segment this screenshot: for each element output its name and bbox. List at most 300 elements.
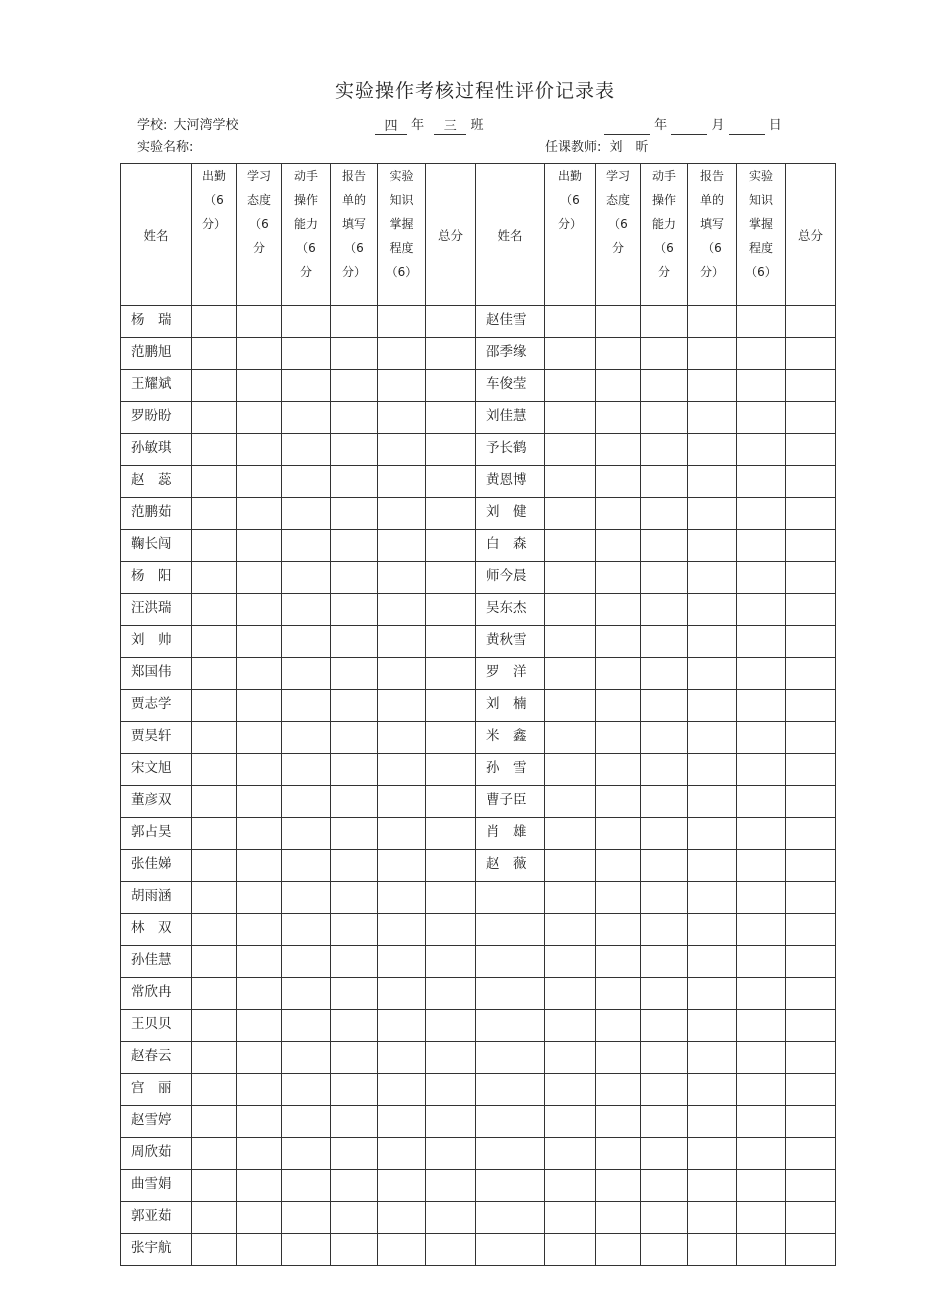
- score-cell-knowledge[interactable]: [378, 1138, 426, 1170]
- score-cell-attendance[interactable]: [545, 786, 596, 818]
- score-cell-hands-on[interactable]: [641, 786, 688, 818]
- score-cell-attitude[interactable]: [237, 722, 282, 754]
- score-cell-attendance[interactable]: [192, 978, 237, 1010]
- score-cell-hands-on[interactable]: [282, 690, 331, 722]
- score-cell-report[interactable]: [688, 1042, 737, 1074]
- score-cell-attitude[interactable]: [237, 1074, 282, 1106]
- score-cell-knowledge[interactable]: [737, 690, 786, 722]
- score-cell-attitude[interactable]: [237, 818, 282, 850]
- score-cell-knowledge[interactable]: [378, 1106, 426, 1138]
- score-cell-hands-on[interactable]: [282, 1202, 331, 1234]
- score-cell-attendance[interactable]: [192, 1234, 237, 1266]
- score-cell-attitude[interactable]: [237, 594, 282, 626]
- score-cell-report[interactable]: [688, 658, 737, 690]
- score-cell-report[interactable]: [331, 914, 378, 946]
- score-cell-report[interactable]: [688, 370, 737, 402]
- score-cell-hands-on[interactable]: [282, 754, 331, 786]
- score-cell-hands-on[interactable]: [641, 1138, 688, 1170]
- score-cell-attendance[interactable]: [545, 626, 596, 658]
- score-cell-hands-on[interactable]: [282, 658, 331, 690]
- score-cell-attitude[interactable]: [596, 1042, 641, 1074]
- score-cell-knowledge[interactable]: [378, 434, 426, 466]
- score-cell-total[interactable]: [426, 626, 476, 658]
- score-cell-knowledge[interactable]: [378, 882, 426, 914]
- score-cell-hands-on[interactable]: [641, 914, 688, 946]
- score-cell-hands-on[interactable]: [282, 1138, 331, 1170]
- score-cell-attitude[interactable]: [596, 1074, 641, 1106]
- score-cell-hands-on[interactable]: [282, 466, 331, 498]
- score-cell-report[interactable]: [331, 594, 378, 626]
- score-cell-hands-on[interactable]: [282, 370, 331, 402]
- score-cell-knowledge[interactable]: [378, 754, 426, 786]
- score-cell-attendance[interactable]: [192, 530, 237, 562]
- score-cell-hands-on[interactable]: [641, 562, 688, 594]
- score-cell-attendance[interactable]: [545, 1138, 596, 1170]
- score-cell-report[interactable]: [331, 850, 378, 882]
- score-cell-knowledge[interactable]: [378, 786, 426, 818]
- score-cell-report[interactable]: [688, 306, 737, 338]
- score-cell-knowledge[interactable]: [737, 882, 786, 914]
- score-cell-hands-on[interactable]: [641, 306, 688, 338]
- score-cell-attitude[interactable]: [237, 562, 282, 594]
- score-cell-report[interactable]: [331, 466, 378, 498]
- score-cell-attendance[interactable]: [545, 1042, 596, 1074]
- score-cell-attitude[interactable]: [237, 466, 282, 498]
- score-cell-total[interactable]: [786, 594, 836, 626]
- score-cell-total[interactable]: [786, 402, 836, 434]
- score-cell-report[interactable]: [331, 402, 378, 434]
- score-cell-report[interactable]: [331, 754, 378, 786]
- score-cell-total[interactable]: [426, 818, 476, 850]
- score-cell-total[interactable]: [786, 818, 836, 850]
- score-cell-knowledge[interactable]: [378, 690, 426, 722]
- score-cell-report[interactable]: [331, 1074, 378, 1106]
- score-cell-attitude[interactable]: [596, 946, 641, 978]
- score-cell-total[interactable]: [786, 306, 836, 338]
- score-cell-attendance[interactable]: [192, 818, 237, 850]
- score-cell-attendance[interactable]: [192, 594, 237, 626]
- score-cell-report[interactable]: [688, 562, 737, 594]
- score-cell-attendance[interactable]: [545, 594, 596, 626]
- score-cell-attendance[interactable]: [545, 882, 596, 914]
- score-cell-report[interactable]: [331, 1010, 378, 1042]
- score-cell-report[interactable]: [331, 498, 378, 530]
- score-cell-knowledge[interactable]: [378, 1042, 426, 1074]
- score-cell-hands-on[interactable]: [282, 402, 331, 434]
- score-cell-attendance[interactable]: [545, 658, 596, 690]
- score-cell-total[interactable]: [426, 466, 476, 498]
- score-cell-attendance[interactable]: [545, 338, 596, 370]
- score-cell-knowledge[interactable]: [737, 1202, 786, 1234]
- score-cell-attendance[interactable]: [192, 1170, 237, 1202]
- score-cell-hands-on[interactable]: [282, 562, 331, 594]
- score-cell-report[interactable]: [331, 818, 378, 850]
- score-cell-attendance[interactable]: [545, 466, 596, 498]
- score-cell-total[interactable]: [426, 722, 476, 754]
- score-cell-hands-on[interactable]: [641, 594, 688, 626]
- score-cell-total[interactable]: [426, 1170, 476, 1202]
- score-cell-attendance[interactable]: [545, 562, 596, 594]
- score-cell-knowledge[interactable]: [737, 306, 786, 338]
- score-cell-report[interactable]: [331, 786, 378, 818]
- score-cell-attendance[interactable]: [545, 1074, 596, 1106]
- score-cell-hands-on[interactable]: [282, 338, 331, 370]
- score-cell-attendance[interactable]: [545, 530, 596, 562]
- score-cell-attendance[interactable]: [545, 1170, 596, 1202]
- class-field[interactable]: 三: [434, 118, 466, 135]
- score-cell-total[interactable]: [426, 1202, 476, 1234]
- score-cell-attendance[interactable]: [192, 850, 237, 882]
- score-cell-hands-on[interactable]: [641, 1010, 688, 1042]
- score-cell-knowledge[interactable]: [737, 1106, 786, 1138]
- score-cell-hands-on[interactable]: [282, 1074, 331, 1106]
- score-cell-total[interactable]: [786, 690, 836, 722]
- score-cell-hands-on[interactable]: [641, 850, 688, 882]
- score-cell-hands-on[interactable]: [641, 466, 688, 498]
- score-cell-report[interactable]: [688, 850, 737, 882]
- score-cell-hands-on[interactable]: [641, 818, 688, 850]
- score-cell-attendance[interactable]: [545, 370, 596, 402]
- score-cell-hands-on[interactable]: [282, 594, 331, 626]
- score-cell-hands-on[interactable]: [282, 818, 331, 850]
- score-cell-report[interactable]: [688, 1234, 737, 1266]
- score-cell-attendance[interactable]: [545, 306, 596, 338]
- day-field[interactable]: [729, 118, 765, 135]
- score-cell-report[interactable]: [688, 402, 737, 434]
- score-cell-report[interactable]: [331, 1234, 378, 1266]
- score-cell-report[interactable]: [688, 466, 737, 498]
- score-cell-attitude[interactable]: [596, 1138, 641, 1170]
- score-cell-attitude[interactable]: [596, 434, 641, 466]
- score-cell-attitude[interactable]: [237, 1234, 282, 1266]
- score-cell-hands-on[interactable]: [641, 946, 688, 978]
- score-cell-knowledge[interactable]: [378, 402, 426, 434]
- score-cell-attitude[interactable]: [596, 402, 641, 434]
- score-cell-total[interactable]: [426, 914, 476, 946]
- score-cell-total[interactable]: [786, 658, 836, 690]
- score-cell-attendance[interactable]: [192, 306, 237, 338]
- score-cell-attendance[interactable]: [545, 914, 596, 946]
- score-cell-total[interactable]: [786, 946, 836, 978]
- score-cell-knowledge[interactable]: [737, 914, 786, 946]
- score-cell-hands-on[interactable]: [282, 946, 331, 978]
- score-cell-total[interactable]: [426, 1106, 476, 1138]
- score-cell-attendance[interactable]: [192, 1202, 237, 1234]
- score-cell-attitude[interactable]: [237, 370, 282, 402]
- score-cell-knowledge[interactable]: [737, 978, 786, 1010]
- score-cell-knowledge[interactable]: [737, 466, 786, 498]
- score-cell-attitude[interactable]: [237, 754, 282, 786]
- score-cell-hands-on[interactable]: [641, 722, 688, 754]
- score-cell-attitude[interactable]: [237, 1202, 282, 1234]
- score-cell-attitude[interactable]: [596, 914, 641, 946]
- score-cell-total[interactable]: [426, 530, 476, 562]
- score-cell-report[interactable]: [331, 1170, 378, 1202]
- month-field[interactable]: [671, 118, 707, 135]
- score-cell-report[interactable]: [688, 1138, 737, 1170]
- score-cell-report[interactable]: [331, 658, 378, 690]
- score-cell-attendance[interactable]: [192, 626, 237, 658]
- score-cell-attitude[interactable]: [596, 370, 641, 402]
- score-cell-knowledge[interactable]: [737, 562, 786, 594]
- score-cell-attendance[interactable]: [545, 754, 596, 786]
- score-cell-attitude[interactable]: [596, 754, 641, 786]
- score-cell-attitude[interactable]: [596, 626, 641, 658]
- score-cell-report[interactable]: [688, 978, 737, 1010]
- score-cell-hands-on[interactable]: [282, 850, 331, 882]
- score-cell-total[interactable]: [786, 754, 836, 786]
- score-cell-attitude[interactable]: [596, 722, 641, 754]
- score-cell-report[interactable]: [688, 1106, 737, 1138]
- score-cell-report[interactable]: [331, 306, 378, 338]
- score-cell-knowledge[interactable]: [737, 530, 786, 562]
- score-cell-attendance[interactable]: [192, 1074, 237, 1106]
- score-cell-hands-on[interactable]: [282, 498, 331, 530]
- score-cell-attitude[interactable]: [596, 338, 641, 370]
- score-cell-attitude[interactable]: [596, 690, 641, 722]
- score-cell-attitude[interactable]: [596, 1202, 641, 1234]
- score-cell-total[interactable]: [786, 530, 836, 562]
- score-cell-knowledge[interactable]: [378, 850, 426, 882]
- score-cell-attitude[interactable]: [596, 658, 641, 690]
- score-cell-hands-on[interactable]: [282, 306, 331, 338]
- score-cell-hands-on[interactable]: [641, 402, 688, 434]
- score-cell-attitude[interactable]: [596, 1170, 641, 1202]
- score-cell-hands-on[interactable]: [282, 1234, 331, 1266]
- score-cell-total[interactable]: [426, 754, 476, 786]
- score-cell-attendance[interactable]: [545, 1202, 596, 1234]
- score-cell-total[interactable]: [786, 370, 836, 402]
- score-cell-attendance[interactable]: [192, 402, 237, 434]
- score-cell-attitude[interactable]: [596, 1234, 641, 1266]
- score-cell-total[interactable]: [786, 722, 836, 754]
- score-cell-knowledge[interactable]: [378, 1234, 426, 1266]
- score-cell-attitude[interactable]: [237, 786, 282, 818]
- score-cell-report[interactable]: [688, 818, 737, 850]
- score-cell-report[interactable]: [688, 722, 737, 754]
- score-cell-hands-on[interactable]: [282, 786, 331, 818]
- score-cell-report[interactable]: [688, 882, 737, 914]
- score-cell-report[interactable]: [688, 530, 737, 562]
- score-cell-attendance[interactable]: [192, 1106, 237, 1138]
- score-cell-knowledge[interactable]: [378, 338, 426, 370]
- score-cell-knowledge[interactable]: [378, 946, 426, 978]
- score-cell-total[interactable]: [426, 1042, 476, 1074]
- score-cell-hands-on[interactable]: [282, 882, 331, 914]
- score-cell-knowledge[interactable]: [737, 722, 786, 754]
- score-cell-total[interactable]: [426, 1138, 476, 1170]
- score-cell-total[interactable]: [786, 786, 836, 818]
- score-cell-knowledge[interactable]: [737, 370, 786, 402]
- score-cell-report[interactable]: [688, 690, 737, 722]
- score-cell-hands-on[interactable]: [282, 722, 331, 754]
- score-cell-knowledge[interactable]: [737, 786, 786, 818]
- score-cell-total[interactable]: [786, 1170, 836, 1202]
- score-cell-attitude[interactable]: [596, 466, 641, 498]
- score-cell-report[interactable]: [331, 1138, 378, 1170]
- score-cell-knowledge[interactable]: [378, 530, 426, 562]
- score-cell-knowledge[interactable]: [737, 434, 786, 466]
- score-cell-attendance[interactable]: [545, 402, 596, 434]
- score-cell-report[interactable]: [688, 594, 737, 626]
- score-cell-hands-on[interactable]: [641, 434, 688, 466]
- score-cell-total[interactable]: [786, 498, 836, 530]
- score-cell-hands-on[interactable]: [282, 1042, 331, 1074]
- score-cell-attitude[interactable]: [596, 882, 641, 914]
- score-cell-report[interactable]: [331, 530, 378, 562]
- score-cell-attendance[interactable]: [545, 434, 596, 466]
- year-field[interactable]: [604, 118, 650, 135]
- score-cell-total[interactable]: [786, 1042, 836, 1074]
- score-cell-hands-on[interactable]: [282, 914, 331, 946]
- score-cell-knowledge[interactable]: [737, 402, 786, 434]
- score-cell-total[interactable]: [786, 562, 836, 594]
- score-cell-attitude[interactable]: [237, 1170, 282, 1202]
- score-cell-attendance[interactable]: [192, 882, 237, 914]
- score-cell-report[interactable]: [688, 754, 737, 786]
- score-cell-attitude[interactable]: [237, 690, 282, 722]
- score-cell-knowledge[interactable]: [737, 1170, 786, 1202]
- score-cell-knowledge[interactable]: [737, 850, 786, 882]
- score-cell-knowledge[interactable]: [737, 626, 786, 658]
- score-cell-total[interactable]: [786, 850, 836, 882]
- score-cell-total[interactable]: [426, 338, 476, 370]
- score-cell-attitude[interactable]: [237, 914, 282, 946]
- score-cell-attendance[interactable]: [545, 1234, 596, 1266]
- score-cell-report[interactable]: [688, 1202, 737, 1234]
- score-cell-attendance[interactable]: [192, 1010, 237, 1042]
- score-cell-attitude[interactable]: [237, 850, 282, 882]
- score-cell-report[interactable]: [688, 434, 737, 466]
- score-cell-knowledge[interactable]: [737, 1042, 786, 1074]
- score-cell-hands-on[interactable]: [641, 754, 688, 786]
- score-cell-knowledge[interactable]: [737, 1074, 786, 1106]
- score-cell-knowledge[interactable]: [378, 978, 426, 1010]
- score-cell-hands-on[interactable]: [282, 434, 331, 466]
- score-cell-knowledge[interactable]: [378, 306, 426, 338]
- score-cell-total[interactable]: [426, 562, 476, 594]
- score-cell-attendance[interactable]: [192, 498, 237, 530]
- score-cell-attendance[interactable]: [192, 434, 237, 466]
- score-cell-total[interactable]: [426, 498, 476, 530]
- score-cell-knowledge[interactable]: [378, 594, 426, 626]
- score-cell-report[interactable]: [331, 882, 378, 914]
- score-cell-report[interactable]: [331, 690, 378, 722]
- score-cell-total[interactable]: [426, 306, 476, 338]
- score-cell-total[interactable]: [426, 978, 476, 1010]
- score-cell-report[interactable]: [688, 1010, 737, 1042]
- score-cell-report[interactable]: [688, 338, 737, 370]
- score-cell-attitude[interactable]: [596, 498, 641, 530]
- score-cell-hands-on[interactable]: [641, 1234, 688, 1266]
- score-cell-knowledge[interactable]: [378, 914, 426, 946]
- score-cell-attendance[interactable]: [192, 690, 237, 722]
- score-cell-attitude[interactable]: [237, 1010, 282, 1042]
- score-cell-total[interactable]: [786, 338, 836, 370]
- score-cell-report[interactable]: [688, 1170, 737, 1202]
- score-cell-attitude[interactable]: [237, 946, 282, 978]
- score-cell-hands-on[interactable]: [641, 626, 688, 658]
- score-cell-hands-on[interactable]: [282, 1106, 331, 1138]
- score-cell-attendance[interactable]: [192, 1042, 237, 1074]
- score-cell-attitude[interactable]: [237, 1042, 282, 1074]
- score-cell-report[interactable]: [331, 946, 378, 978]
- score-cell-attendance[interactable]: [192, 914, 237, 946]
- score-cell-total[interactable]: [786, 882, 836, 914]
- score-cell-attendance[interactable]: [545, 818, 596, 850]
- score-cell-report[interactable]: [331, 370, 378, 402]
- score-cell-attitude[interactable]: [596, 562, 641, 594]
- score-cell-total[interactable]: [786, 1138, 836, 1170]
- score-cell-attitude[interactable]: [596, 850, 641, 882]
- score-cell-total[interactable]: [426, 946, 476, 978]
- score-cell-hands-on[interactable]: [641, 978, 688, 1010]
- score-cell-hands-on[interactable]: [641, 658, 688, 690]
- score-cell-attendance[interactable]: [192, 658, 237, 690]
- score-cell-attendance[interactable]: [192, 754, 237, 786]
- score-cell-knowledge[interactable]: [737, 1138, 786, 1170]
- score-cell-attendance[interactable]: [192, 562, 237, 594]
- score-cell-total[interactable]: [786, 978, 836, 1010]
- score-cell-hands-on[interactable]: [641, 690, 688, 722]
- score-cell-hands-on[interactable]: [641, 1042, 688, 1074]
- score-cell-attitude[interactable]: [237, 978, 282, 1010]
- score-cell-attitude[interactable]: [596, 306, 641, 338]
- score-cell-knowledge[interactable]: [737, 946, 786, 978]
- score-cell-hands-on[interactable]: [641, 1202, 688, 1234]
- score-cell-hands-on[interactable]: [641, 882, 688, 914]
- score-cell-total[interactable]: [786, 1106, 836, 1138]
- score-cell-attendance[interactable]: [545, 498, 596, 530]
- score-cell-total[interactable]: [786, 626, 836, 658]
- score-cell-attendance[interactable]: [545, 978, 596, 1010]
- score-cell-attitude[interactable]: [237, 338, 282, 370]
- score-cell-report[interactable]: [331, 978, 378, 1010]
- score-cell-knowledge[interactable]: [737, 498, 786, 530]
- score-cell-total[interactable]: [426, 1234, 476, 1266]
- score-cell-total[interactable]: [426, 882, 476, 914]
- score-cell-total[interactable]: [786, 1234, 836, 1266]
- score-cell-report[interactable]: [331, 562, 378, 594]
- score-cell-report[interactable]: [331, 626, 378, 658]
- score-cell-attitude[interactable]: [237, 882, 282, 914]
- score-cell-attitude[interactable]: [237, 498, 282, 530]
- score-cell-knowledge[interactable]: [378, 626, 426, 658]
- score-cell-hands-on[interactable]: [282, 978, 331, 1010]
- score-cell-total[interactable]: [426, 370, 476, 402]
- score-cell-attendance[interactable]: [545, 722, 596, 754]
- score-cell-attitude[interactable]: [596, 594, 641, 626]
- score-cell-knowledge[interactable]: [378, 1202, 426, 1234]
- score-cell-attendance[interactable]: [545, 690, 596, 722]
- score-cell-attitude[interactable]: [237, 658, 282, 690]
- score-cell-knowledge[interactable]: [737, 658, 786, 690]
- score-cell-knowledge[interactable]: [378, 1074, 426, 1106]
- score-cell-report[interactable]: [331, 338, 378, 370]
- score-cell-knowledge[interactable]: [378, 498, 426, 530]
- score-cell-hands-on[interactable]: [641, 1074, 688, 1106]
- score-cell-report[interactable]: [688, 1074, 737, 1106]
- score-cell-attitude[interactable]: [237, 1106, 282, 1138]
- score-cell-attitude[interactable]: [596, 530, 641, 562]
- score-cell-attendance[interactable]: [192, 466, 237, 498]
- score-cell-attendance[interactable]: [545, 1106, 596, 1138]
- score-cell-hands-on[interactable]: [282, 1170, 331, 1202]
- score-cell-knowledge[interactable]: [378, 658, 426, 690]
- score-cell-report[interactable]: [688, 914, 737, 946]
- score-cell-hands-on[interactable]: [282, 530, 331, 562]
- score-cell-hands-on[interactable]: [641, 498, 688, 530]
